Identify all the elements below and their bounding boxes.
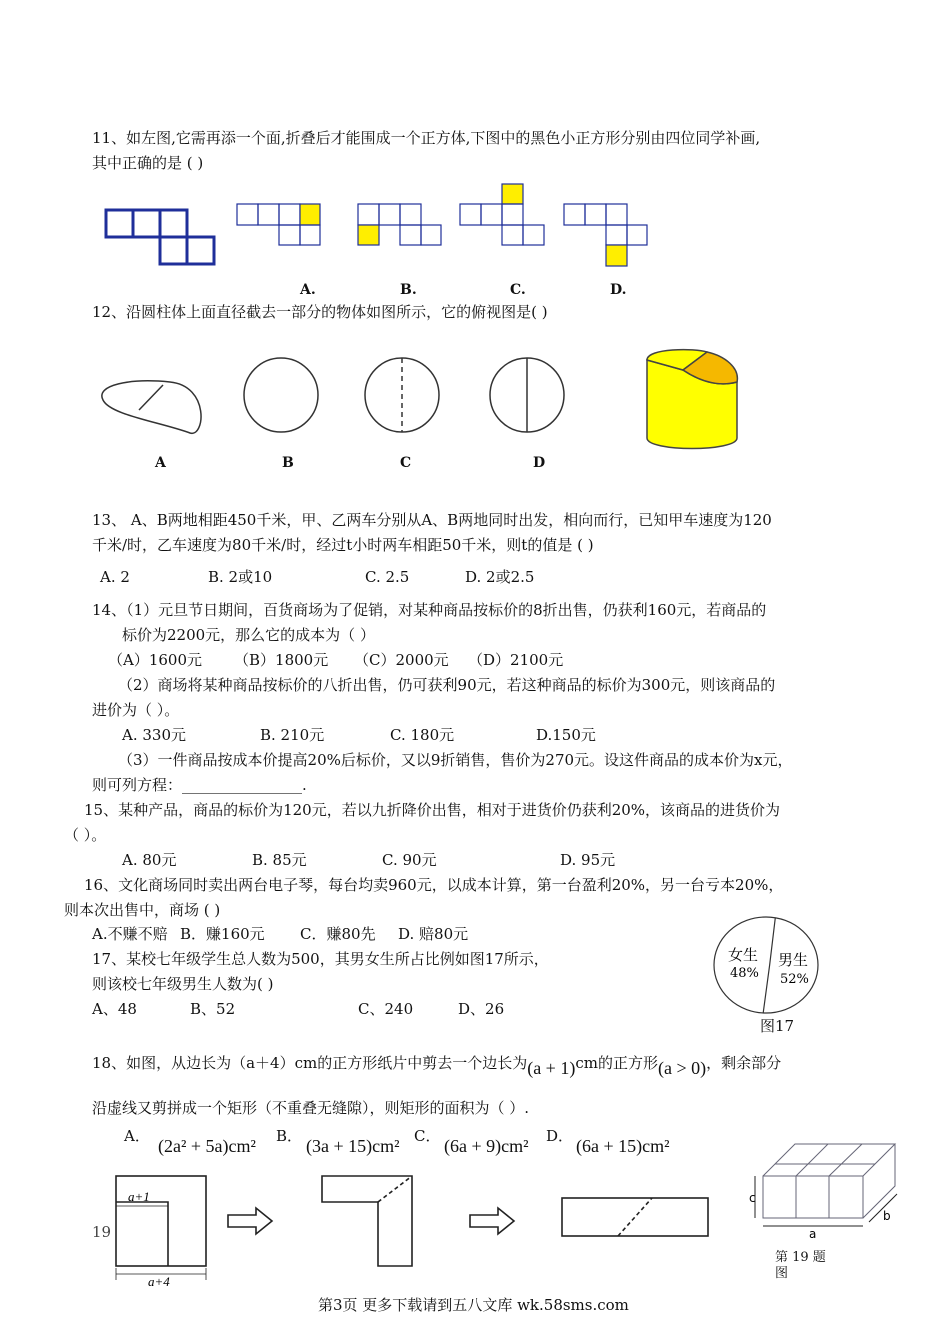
box-label-a: a [809, 1227, 817, 1241]
q19-box [745, 1140, 915, 1250]
q18-line2: 沿虚线又剪拼成一个矩形（不重叠无缝隙），则矩形的面积为（ ）. [92, 1099, 530, 1117]
q18-option-d-letter: D． [546, 1127, 574, 1145]
label-a-plus-4: a+4 [148, 1274, 170, 1288]
q12-label-a: A [155, 455, 166, 471]
q16-option-c: C．赚80先 [300, 925, 376, 943]
pie-male-pct: 52% [780, 972, 809, 987]
q13-option-a: A. 2 [100, 568, 130, 586]
original-net [106, 210, 214, 264]
q18-option-d-expr: (6a + 15)cm² [576, 1136, 670, 1156]
box-label-c: c [749, 1191, 756, 1205]
box-label-b: b [883, 1209, 891, 1223]
q14-p1-option-c: （C）2000元 [354, 651, 449, 669]
q17-option-d: D、26 [458, 1000, 505, 1018]
q18-figures [100, 1168, 720, 1288]
q18-expr2: (a > 0) [657, 1058, 707, 1078]
label-a-plus-1: a+1 [128, 1189, 150, 1204]
view-b [244, 358, 318, 432]
q15-option-d: D. 95元 [560, 851, 616, 869]
q11-line2: 其中正确的是 ( ) [92, 154, 204, 172]
q15-line2: （ ）。 [64, 826, 107, 844]
net-b [358, 204, 441, 245]
inner-square-cut [116, 1202, 168, 1266]
q12-label-b: B [282, 455, 294, 471]
q16-line2: 则本次出售中，商场 ( ) [64, 901, 221, 919]
q18-option-b-letter: B． [276, 1127, 303, 1145]
q14-p3-line1: （3）一件商品按成本价提高20%后标价，又以9折销售，售价为270元。设这件商品的成本价为x元， [118, 751, 793, 769]
rectangle-cut [618, 1198, 652, 1236]
q15-option-c: C. 90元 [382, 851, 437, 869]
page-footer: 第3页 更多下载请到五八文库 wk.58sms.com [318, 1296, 629, 1314]
q18-line1-c: ，剩余部分 [706, 1054, 782, 1072]
q13-option-d: D. 2或2.5 [465, 568, 535, 586]
q14-p1-line2: 标价为2200元，那么它的成本为（ ） [122, 626, 375, 644]
q11-label-d: D. [610, 282, 627, 298]
q16-option-a: A.不赚不赔 [92, 925, 168, 943]
q12-views [95, 340, 755, 460]
q14-p2-option-b: B. 210元 [260, 726, 325, 744]
net-a [237, 204, 320, 245]
q11-label-c: C. [510, 282, 526, 298]
q11-line1: 11、如左图,它需再添一个面,折叠后才能围成一个正方体,下图中的黑色小正方形分别由四位同学补画, [92, 129, 761, 147]
q15-option-a: A. 80元 [122, 851, 177, 869]
q18-line1-b: cm的正方形 [575, 1054, 658, 1072]
q12-label-d: D [533, 455, 546, 471]
q15-option-b: B. 85元 [252, 851, 307, 869]
q11-label-b: B. [400, 282, 417, 298]
q17-line2: 则该校七年级男生人数为( ) [92, 975, 274, 993]
q18-line1 [92, 1052, 782, 1078]
q14-p2-option-d: D.150元 [536, 726, 596, 744]
view-d [490, 358, 564, 432]
q17-pie-chart [712, 915, 822, 1015]
q14-p2-option-c: C. 180元 [390, 726, 455, 744]
q18-option-c-letter: C． [414, 1127, 441, 1145]
q18-option-a-letter: A． [124, 1127, 150, 1145]
q18-expr1: (a + 1) [527, 1058, 576, 1078]
q17-line1: 17、某校七年级学生总人数为500，其男女生所占比例如图17所示， [92, 950, 549, 968]
q17-option-c: C、240 [358, 1000, 414, 1018]
q19-caption-2: 图 [775, 1266, 789, 1281]
q14-p1-line1: 14、（1）元旦节日期间，百货商场为了促销，对某种商品按标价的8折出售，仍获利160元，若商品的 [92, 601, 767, 619]
q17-option-b: B、52 [190, 1000, 236, 1018]
q13-line1: 13、 A、B两地相距450千米，甲、乙两车分别从A、B两地同时出发，相向而行，已知甲车速度为120 [92, 511, 772, 529]
q17-pie-caption: 图17 [760, 1017, 795, 1035]
q14-p2-line2: 进价为（ ）。 [92, 701, 180, 719]
q18-line1-a: 18、如图，从边长为（a＋4）cm的正方形纸片中剪去一个边长为 [92, 1054, 528, 1072]
arrow-right-icon [228, 1208, 272, 1234]
cut-cylinder [647, 350, 737, 449]
net-c [460, 184, 544, 245]
q14-p2-line1: （2）商场将某种商品按标价的八折出售，仍可获利90元，若这种商品的标价为300元，则该商品的 [118, 676, 776, 694]
q17-option-a: A、48 [92, 1000, 137, 1018]
q19-number: 19 [92, 1223, 112, 1241]
q11-label-a: A. [300, 282, 316, 298]
q18-option-b-expr: (3a + 15)cm² [306, 1136, 400, 1156]
q15-line1: 15、某种产品，商品的标价为120元，若以九折降价出售，相对于进货价仍获利20%，该商品的进货价为 [84, 801, 781, 819]
q12-line1: 12、沿圆柱体上面直径截去一部分的物体如图所示，它的俯视图是( ) [92, 303, 548, 321]
view-c [365, 358, 439, 432]
q19-caption-1: 第 19 题 [775, 1250, 826, 1265]
q13-line2: 千米/时，乙车速度为80千米/时，经过t小时两车相距50千米，则t的值是 ( ) [92, 536, 594, 554]
q13-option-b: B. 2或10 [208, 568, 273, 586]
q14-p2-option-a: A. 330元 [122, 726, 186, 744]
q16-line1: 16、文化商场同时卖出两台电子琴，每台均卖960元，以成本计算，第一台盈利20%，另一台亏本20%， [84, 876, 784, 894]
result-rectangle [562, 1198, 708, 1236]
q16-option-d: D. 赔80元 [398, 925, 469, 943]
pie-divider [763, 918, 775, 1013]
q14-p1-option-a: （A）1600元 [108, 651, 203, 669]
arrow-right-icon [470, 1208, 514, 1234]
pie-female-pct: 48% [730, 966, 759, 981]
q18-option-c-expr: (6a + 9)cm² [444, 1136, 529, 1156]
q11-cube-nets [100, 182, 660, 297]
q14-p1-option-d: （D）2100元 [468, 651, 564, 669]
net-d [564, 204, 647, 266]
l-shape-cut [378, 1176, 412, 1202]
view-a [102, 381, 201, 433]
pie-female-label: 女生 [728, 946, 759, 964]
q14-p3-line2: 则可列方程：________________. [92, 776, 307, 794]
q16-option-b: B．赚160元 [180, 925, 265, 943]
q12-label-c: C [400, 455, 412, 471]
q18-option-a-expr: (2a² + 5a)cm² [158, 1136, 256, 1156]
q13-option-c: C. 2.5 [365, 568, 410, 586]
l-shape [322, 1176, 412, 1266]
q14-p1-option-b: （B）1800元 [234, 651, 329, 669]
pie-male-label: 男生 [778, 951, 809, 969]
